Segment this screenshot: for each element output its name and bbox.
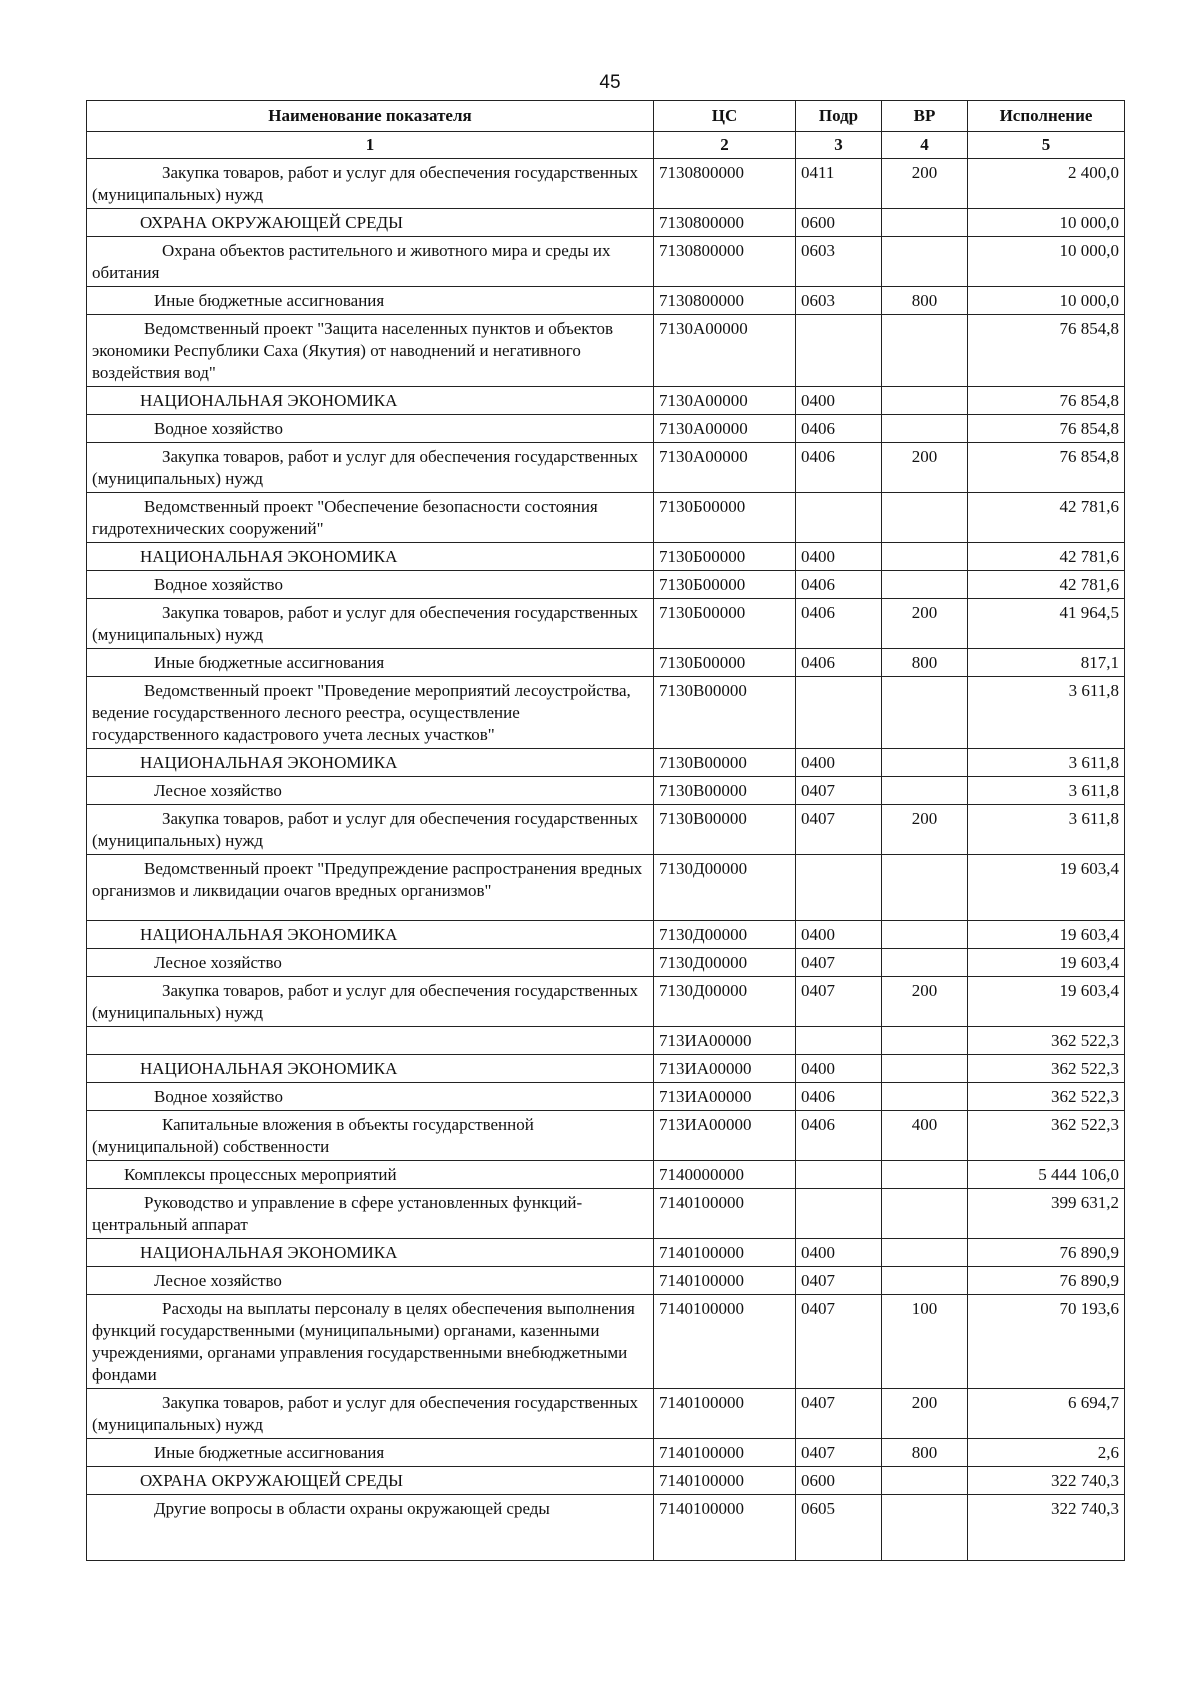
row-vr bbox=[882, 571, 968, 599]
table-row bbox=[87, 387, 1125, 415]
row-vr: 200 bbox=[882, 805, 968, 855]
row-podr bbox=[796, 677, 882, 749]
row-cs: 7130Д00000 bbox=[654, 855, 796, 921]
row-name-cell bbox=[87, 921, 654, 949]
row-cs: 7140100000 bbox=[654, 1239, 796, 1267]
row-name-cell bbox=[87, 571, 654, 599]
row-name-cell bbox=[87, 1495, 654, 1561]
row-vr bbox=[882, 1467, 968, 1495]
row-amount: 362 522,3 bbox=[968, 1083, 1125, 1111]
row-amount: 19 603,4 bbox=[968, 855, 1125, 921]
row-cs: 7130Б00000 bbox=[654, 649, 796, 677]
row-name: Водное хозяйство bbox=[154, 575, 283, 594]
table-row bbox=[87, 1189, 1125, 1239]
row-podr: 0400 bbox=[796, 543, 882, 571]
row-vr bbox=[882, 493, 968, 543]
row-podr bbox=[796, 493, 882, 543]
row-podr: 0406 bbox=[796, 571, 882, 599]
row-podr: 0406 bbox=[796, 1111, 882, 1161]
row-podr: 0407 bbox=[796, 1267, 882, 1295]
table-row bbox=[87, 1027, 1125, 1055]
row-podr: 0407 bbox=[796, 1389, 882, 1439]
column-number: 3 bbox=[796, 132, 882, 159]
row-cs: 7130В00000 bbox=[654, 777, 796, 805]
row-name: НАЦИОНАЛЬНАЯ ЭКОНОМИКА bbox=[140, 547, 398, 566]
table-row bbox=[87, 1495, 1125, 1561]
row-vr bbox=[882, 237, 968, 287]
row-name: Лесное хозяйство bbox=[154, 953, 282, 972]
row-vr: 200 bbox=[882, 159, 968, 209]
row-name: Комплексы процессных мероприятий bbox=[124, 1165, 397, 1184]
row-amount: 76 854,8 bbox=[968, 443, 1125, 493]
row-amount: 76 854,8 bbox=[968, 415, 1125, 443]
row-name: Ведомственный проект "Проведение мероприятий лесоустройства, ведение государственного лесного реестра, осуществление государственного кадастрового учета лесных участков" bbox=[92, 681, 631, 744]
row-amount: 399 631,2 bbox=[968, 1189, 1125, 1239]
row-name: НАЦИОНАЛЬНАЯ ЭКОНОМИКА bbox=[140, 391, 398, 410]
row-name-cell bbox=[87, 1189, 654, 1239]
budget-execution-table bbox=[86, 100, 1125, 1561]
row-amount: 362 522,3 bbox=[968, 1027, 1125, 1055]
column-number: 5 bbox=[968, 132, 1125, 159]
row-amount: 70 193,6 bbox=[968, 1295, 1125, 1389]
row-name-cell bbox=[87, 1239, 654, 1267]
row-podr: 0406 bbox=[796, 415, 882, 443]
row-vr bbox=[882, 543, 968, 571]
table-row bbox=[87, 315, 1125, 387]
table-row bbox=[87, 1389, 1125, 1439]
row-amount: 10 000,0 bbox=[968, 287, 1125, 315]
row-name-cell bbox=[87, 977, 654, 1027]
row-amount: 3 611,8 bbox=[968, 805, 1125, 855]
row-podr: 0603 bbox=[796, 287, 882, 315]
row-name: Руководство и управление в сфере установленных функций-центральный аппарат bbox=[92, 1193, 583, 1234]
row-podr: 0400 bbox=[796, 1055, 882, 1083]
row-vr: 200 bbox=[882, 599, 968, 649]
row-name: Закупка товаров, работ и услуг для обеспечения государственных (муниципальных) нужд bbox=[92, 447, 639, 488]
row-vr bbox=[882, 1267, 968, 1295]
table-row bbox=[87, 493, 1125, 543]
column-header-podr: Подр bbox=[796, 101, 882, 132]
table-row bbox=[87, 1295, 1125, 1389]
table-row bbox=[87, 287, 1125, 315]
row-name: Водное хозяйство bbox=[154, 419, 283, 438]
row-name-cell bbox=[87, 1055, 654, 1083]
row-amount: 5 444 106,0 bbox=[968, 1161, 1125, 1189]
row-cs: 7130А00000 bbox=[654, 415, 796, 443]
table-row bbox=[87, 1055, 1125, 1083]
row-amount: 2 400,0 bbox=[968, 159, 1125, 209]
row-name-cell bbox=[87, 1027, 654, 1055]
row-name-cell bbox=[87, 1267, 654, 1295]
row-amount: 19 603,4 bbox=[968, 949, 1125, 977]
table-row bbox=[87, 1239, 1125, 1267]
row-name-cell bbox=[87, 443, 654, 493]
table-row bbox=[87, 677, 1125, 749]
table-row bbox=[87, 1083, 1125, 1111]
row-vr: 100 bbox=[882, 1295, 968, 1389]
row-vr bbox=[882, 315, 968, 387]
table-row bbox=[87, 237, 1125, 287]
row-name: Капитальные вложения в объекты государственной (муниципальной) собственности bbox=[92, 1115, 534, 1156]
row-name: Расходы на выплаты персоналу в целях обеспечения выполнения функций государственными (муниципальными) органами, казенными учреждениями, органами управления государственными внебюджетными фондами bbox=[92, 1299, 635, 1384]
row-amount: 3 611,8 bbox=[968, 749, 1125, 777]
row-amount: 322 740,3 bbox=[968, 1467, 1125, 1495]
row-vr bbox=[882, 1189, 968, 1239]
row-name: НАЦИОНАЛЬНАЯ ЭКОНОМИКА bbox=[140, 1059, 398, 1078]
row-cs: 7140100000 bbox=[654, 1389, 796, 1439]
row-cs: 713ИА00000 bbox=[654, 1083, 796, 1111]
row-podr bbox=[796, 315, 882, 387]
row-name: Иные бюджетные ассигнования bbox=[154, 1443, 385, 1462]
row-cs: 7130Д00000 bbox=[654, 921, 796, 949]
row-amount: 2,6 bbox=[968, 1439, 1125, 1467]
row-cs: 7130800000 bbox=[654, 237, 796, 287]
row-name: Лесное хозяйство bbox=[154, 781, 282, 800]
row-name: Закупка товаров, работ и услуг для обеспечения государственных (муниципальных) нужд bbox=[92, 603, 639, 644]
row-name-cell bbox=[87, 415, 654, 443]
row-amount: 3 611,8 bbox=[968, 777, 1125, 805]
row-podr: 0407 bbox=[796, 777, 882, 805]
row-vr bbox=[882, 777, 968, 805]
table-row bbox=[87, 415, 1125, 443]
row-cs: 7130Д00000 bbox=[654, 977, 796, 1027]
column-header-cs: ЦС bbox=[654, 101, 796, 132]
row-name-cell bbox=[87, 287, 654, 315]
row-cs: 713ИА00000 bbox=[654, 1111, 796, 1161]
column-header-vr: ВР bbox=[882, 101, 968, 132]
row-name-cell bbox=[87, 237, 654, 287]
row-podr: 0400 bbox=[796, 387, 882, 415]
row-cs: 7130800000 bbox=[654, 287, 796, 315]
row-cs: 7130800000 bbox=[654, 159, 796, 209]
row-amount: 10 000,0 bbox=[968, 209, 1125, 237]
row-name: ОХРАНА ОКРУЖАЮЩЕЙ СРЕДЫ bbox=[140, 1471, 403, 1490]
row-podr: 0407 bbox=[796, 805, 882, 855]
column-number: 4 bbox=[882, 132, 968, 159]
row-podr: 0406 bbox=[796, 443, 882, 493]
table-row bbox=[87, 599, 1125, 649]
row-podr: 0400 bbox=[796, 1239, 882, 1267]
table-row bbox=[87, 159, 1125, 209]
row-cs: 7130А00000 bbox=[654, 315, 796, 387]
row-name: Ведомственный проект "Обеспечение безопасности состояния гидротехнических сооружений" bbox=[92, 497, 598, 538]
row-name-cell bbox=[87, 1467, 654, 1495]
row-name: Ведомственный проект "Предупреждение распространения вредных организмов и ликвидации очагов вредных организмов" bbox=[92, 859, 643, 900]
row-amount: 42 781,6 bbox=[968, 543, 1125, 571]
column-header-amount: Исполнение bbox=[968, 101, 1125, 132]
row-podr: 0407 bbox=[796, 1439, 882, 1467]
row-cs: 7140100000 bbox=[654, 1439, 796, 1467]
row-amount: 362 522,3 bbox=[968, 1055, 1125, 1083]
row-amount: 76 854,8 bbox=[968, 387, 1125, 415]
row-cs: 7130800000 bbox=[654, 209, 796, 237]
table-row bbox=[87, 1267, 1125, 1295]
row-name-cell bbox=[87, 777, 654, 805]
row-vr: 200 bbox=[882, 977, 968, 1027]
row-amount: 76 890,9 bbox=[968, 1239, 1125, 1267]
row-name: Закупка товаров, работ и услуг для обеспечения государственных (муниципальных) нужд bbox=[92, 981, 639, 1022]
row-vr: 400 bbox=[882, 1111, 968, 1161]
column-header-name: Наименование показателя bbox=[87, 101, 654, 132]
row-cs: 7130А00000 bbox=[654, 443, 796, 493]
row-amount: 42 781,6 bbox=[968, 571, 1125, 599]
table-row bbox=[87, 571, 1125, 599]
row-amount: 362 522,3 bbox=[968, 1111, 1125, 1161]
row-amount: 76 854,8 bbox=[968, 315, 1125, 387]
row-podr: 0406 bbox=[796, 1083, 882, 1111]
table-row bbox=[87, 1467, 1125, 1495]
row-vr bbox=[882, 1161, 968, 1189]
row-name-cell bbox=[87, 1389, 654, 1439]
row-name: Лесное хозяйство bbox=[154, 1271, 282, 1290]
row-cs: 7130Б00000 bbox=[654, 543, 796, 571]
table-row bbox=[87, 1161, 1125, 1189]
row-podr bbox=[796, 855, 882, 921]
table-row bbox=[87, 209, 1125, 237]
row-name-cell bbox=[87, 599, 654, 649]
row-vr bbox=[882, 749, 968, 777]
row-podr: 0411 bbox=[796, 159, 882, 209]
row-podr bbox=[796, 1161, 882, 1189]
page-number: 45 bbox=[599, 72, 621, 93]
row-name-cell bbox=[87, 1083, 654, 1111]
row-cs: 7140100000 bbox=[654, 1267, 796, 1295]
row-cs: 7130Б00000 bbox=[654, 493, 796, 543]
row-podr: 0600 bbox=[796, 1467, 882, 1495]
column-number: 2 bbox=[654, 132, 796, 159]
table-row bbox=[87, 777, 1125, 805]
table-row bbox=[87, 949, 1125, 977]
table-row bbox=[87, 977, 1125, 1027]
table-row bbox=[87, 443, 1125, 493]
table-row bbox=[87, 855, 1125, 921]
row-name-cell bbox=[87, 387, 654, 415]
row-name-cell bbox=[87, 805, 654, 855]
row-cs: 7130В00000 bbox=[654, 749, 796, 777]
row-vr: 800 bbox=[882, 649, 968, 677]
row-name-cell bbox=[87, 855, 654, 921]
row-cs: 7140100000 bbox=[654, 1495, 796, 1561]
row-cs: 713ИА00000 bbox=[654, 1055, 796, 1083]
row-name: Закупка товаров, работ и услуг для обеспечения государственных (муниципальных) нужд bbox=[92, 163, 639, 204]
row-vr bbox=[882, 387, 968, 415]
row-name-cell bbox=[87, 315, 654, 387]
row-name-cell bbox=[87, 749, 654, 777]
row-vr bbox=[882, 1055, 968, 1083]
row-podr: 0603 bbox=[796, 237, 882, 287]
row-name-cell bbox=[87, 1111, 654, 1161]
row-name: НАЦИОНАЛЬНАЯ ЭКОНОМИКА bbox=[140, 753, 398, 772]
table-row bbox=[87, 649, 1125, 677]
column-number: 1 bbox=[87, 132, 654, 159]
row-name-cell bbox=[87, 493, 654, 543]
row-amount: 3 611,8 bbox=[968, 677, 1125, 749]
row-name: Иные бюджетные ассигнования bbox=[154, 653, 385, 672]
row-vr bbox=[882, 1027, 968, 1055]
row-name: НАЦИОНАЛЬНАЯ ЭКОНОМИКА bbox=[140, 1243, 398, 1262]
row-amount: 42 781,6 bbox=[968, 493, 1125, 543]
row-podr: 0406 bbox=[796, 649, 882, 677]
row-name: Другие вопросы в области охраны окружающей среды bbox=[154, 1499, 550, 1518]
table-row bbox=[87, 749, 1125, 777]
row-vr bbox=[882, 921, 968, 949]
row-name: Водное хозяйство bbox=[154, 1087, 283, 1106]
row-vr bbox=[882, 1083, 968, 1111]
table-row bbox=[87, 1439, 1125, 1467]
row-amount: 41 964,5 bbox=[968, 599, 1125, 649]
row-name: Ведомственный проект "Защита населенных пунктов и объектов экономики Республики Саха (Якутия) от наводнений и негативного воздействия вод" bbox=[92, 319, 614, 382]
row-podr: 0407 bbox=[796, 1295, 882, 1389]
row-name-cell bbox=[87, 1295, 654, 1389]
row-vr: 800 bbox=[882, 287, 968, 315]
row-name-cell bbox=[87, 209, 654, 237]
row-vr: 200 bbox=[882, 1389, 968, 1439]
row-cs: 7140100000 bbox=[654, 1189, 796, 1239]
row-amount: 76 890,9 bbox=[968, 1267, 1125, 1295]
column-number-row bbox=[87, 132, 1125, 159]
row-amount: 817,1 bbox=[968, 649, 1125, 677]
row-vr: 800 bbox=[882, 1439, 968, 1467]
row-vr bbox=[882, 415, 968, 443]
row-podr: 0600 bbox=[796, 209, 882, 237]
row-vr bbox=[882, 677, 968, 749]
row-podr: 0400 bbox=[796, 921, 882, 949]
row-name: Закупка товаров, работ и услуг для обеспечения государственных (муниципальных) нужд bbox=[92, 1393, 639, 1434]
table-row bbox=[87, 921, 1125, 949]
row-amount: 6 694,7 bbox=[968, 1389, 1125, 1439]
row-name: НАЦИОНАЛЬНАЯ ЭКОНОМИКА bbox=[140, 925, 398, 944]
row-cs: 7130Д00000 bbox=[654, 949, 796, 977]
row-vr bbox=[882, 855, 968, 921]
row-name: Закупка товаров, работ и услуг для обеспечения государственных (муниципальных) нужд bbox=[92, 809, 639, 850]
row-cs: 7140100000 bbox=[654, 1295, 796, 1389]
row-cs: 7130В00000 bbox=[654, 805, 796, 855]
row-name-cell bbox=[87, 543, 654, 571]
row-name-cell bbox=[87, 649, 654, 677]
row-podr: 0407 bbox=[796, 977, 882, 1027]
table-row bbox=[87, 1111, 1125, 1161]
row-cs: 7130А00000 bbox=[654, 387, 796, 415]
row-amount: 19 603,4 bbox=[968, 921, 1125, 949]
row-vr bbox=[882, 1495, 968, 1561]
row-podr bbox=[796, 1189, 882, 1239]
row-podr: 0407 bbox=[796, 949, 882, 977]
row-name-cell bbox=[87, 949, 654, 977]
row-amount: 19 603,4 bbox=[968, 977, 1125, 1027]
row-podr bbox=[796, 1027, 882, 1055]
row-vr bbox=[882, 209, 968, 237]
row-name-cell bbox=[87, 1161, 654, 1189]
table-row bbox=[87, 805, 1125, 855]
table-row bbox=[87, 543, 1125, 571]
row-cs: 7130Б00000 bbox=[654, 599, 796, 649]
row-cs: 7130В00000 bbox=[654, 677, 796, 749]
row-name-cell bbox=[87, 159, 654, 209]
row-name-cell bbox=[87, 1439, 654, 1467]
row-podr: 0605 bbox=[796, 1495, 882, 1561]
row-amount: 322 740,3 bbox=[968, 1495, 1125, 1561]
row-podr: 0400 bbox=[796, 749, 882, 777]
row-cs: 7140100000 bbox=[654, 1467, 796, 1495]
row-amount: 10 000,0 bbox=[968, 237, 1125, 287]
row-name-cell bbox=[87, 677, 654, 749]
row-cs: 7130Б00000 bbox=[654, 571, 796, 599]
row-vr bbox=[882, 1239, 968, 1267]
row-vr bbox=[882, 949, 968, 977]
row-cs: 7140000000 bbox=[654, 1161, 796, 1189]
row-cs: 713ИА00000 bbox=[654, 1027, 796, 1055]
row-vr: 200 bbox=[882, 443, 968, 493]
table-header-row bbox=[87, 101, 1125, 132]
row-name: ОХРАНА ОКРУЖАЮЩЕЙ СРЕДЫ bbox=[140, 213, 403, 232]
row-name: Охрана объектов растительного и животного мира и среды их обитания bbox=[92, 241, 611, 282]
row-podr: 0406 bbox=[796, 599, 882, 649]
row-name: Иные бюджетные ассигнования bbox=[154, 291, 385, 310]
